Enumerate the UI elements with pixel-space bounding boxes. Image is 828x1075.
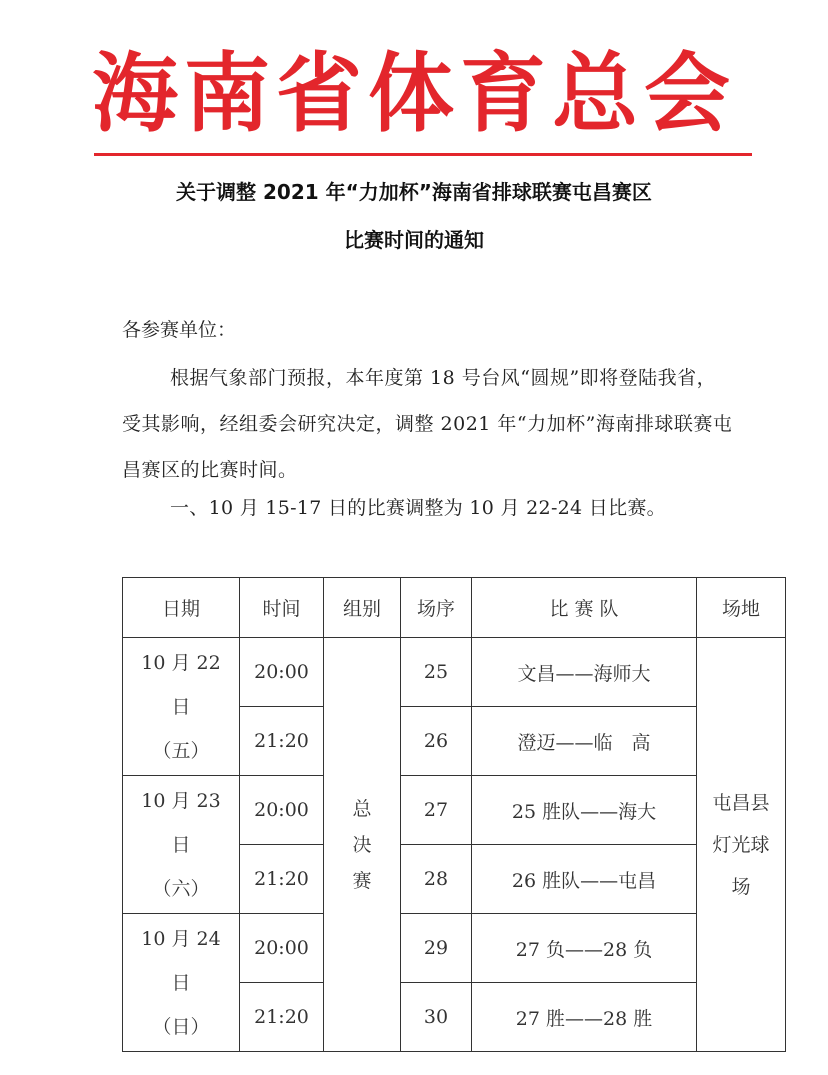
letterhead-divider (94, 153, 752, 156)
seq-cell: 29 (401, 914, 472, 983)
item-one: 一、10 月 15-17 日的比赛调整为 10 月 22-24 日比赛。 (170, 497, 666, 519)
teams-cell: 27 胜——28 胜 (472, 983, 697, 1052)
group-line: 决 (352, 833, 372, 856)
seq-cell: 28 (401, 845, 472, 914)
header-venue: 场地 (697, 578, 786, 638)
notice-title-line1: 关于调整 2021 年“力加杯”海南省排球联赛屯昌赛区 (176, 180, 652, 204)
group-line: 总 (352, 797, 372, 820)
date-line: （六） (152, 877, 210, 900)
body-paragraph: 根据气象部门预报，本年度第 18 号台风“圆规”即将登陆我省，受其影响，经组委会研究决定，调整 2021 年“力加杯”海南排球联赛屯昌赛区的比赛时间。 (122, 367, 733, 481)
time-cell: 20:00 (240, 638, 324, 707)
seq-cell: 27 (401, 776, 472, 845)
date-line: 10 月 23 (141, 789, 221, 812)
header-group: 组别 (324, 578, 401, 638)
date-line: 10 月 22 (141, 651, 221, 674)
venue-line: 屯昌县 (712, 791, 770, 814)
date-line: 日 (171, 833, 191, 856)
date-line: 10 月 24 (141, 927, 221, 950)
date-line: （五） (152, 739, 210, 762)
venue-line: 灯光球 (712, 833, 770, 856)
time-cell: 20:00 (240, 776, 324, 845)
table-header-row (123, 578, 786, 638)
time-cell: 20:00 (240, 914, 324, 983)
teams-cell: 26 胜队——屯昌 (472, 845, 697, 914)
notice-title-line2: 比赛时间的通知 (344, 228, 484, 252)
header-seq: 场序 (401, 578, 472, 638)
time-cell: 21:20 (240, 983, 324, 1052)
salutation: 各参赛单位： (122, 319, 237, 341)
group-line: 赛 (352, 869, 372, 892)
teams-cell: 27 负——28 负 (472, 914, 697, 983)
header-time: 时间 (240, 578, 324, 638)
table-row (123, 638, 786, 707)
teams-cell: 澄迈——临 高 (472, 707, 697, 776)
header-teams: 比 赛 队 (472, 578, 697, 638)
date-line: 日 (171, 971, 191, 994)
time-cell: 21:20 (240, 845, 324, 914)
date-cell (123, 776, 240, 914)
date-cell (123, 638, 240, 776)
venue-cell (697, 638, 786, 1052)
schedule-table (122, 577, 786, 1052)
table-row (123, 914, 786, 983)
header-date: 日期 (123, 578, 240, 638)
date-line: （日） (152, 1015, 210, 1038)
teams-cell: 文昌——海师大 (472, 638, 697, 707)
date-cell (123, 914, 240, 1052)
time-cell: 21:20 (240, 707, 324, 776)
table-row (123, 776, 786, 845)
seq-cell: 25 (401, 638, 472, 707)
organization-letterhead: 海南省体育总会 (92, 43, 736, 144)
seq-cell: 26 (401, 707, 472, 776)
group-cell (324, 638, 401, 1052)
venue-line: 场 (731, 875, 751, 898)
teams-cell: 25 胜队——海大 (472, 776, 697, 845)
seq-cell: 30 (401, 983, 472, 1052)
date-line: 日 (171, 695, 191, 718)
